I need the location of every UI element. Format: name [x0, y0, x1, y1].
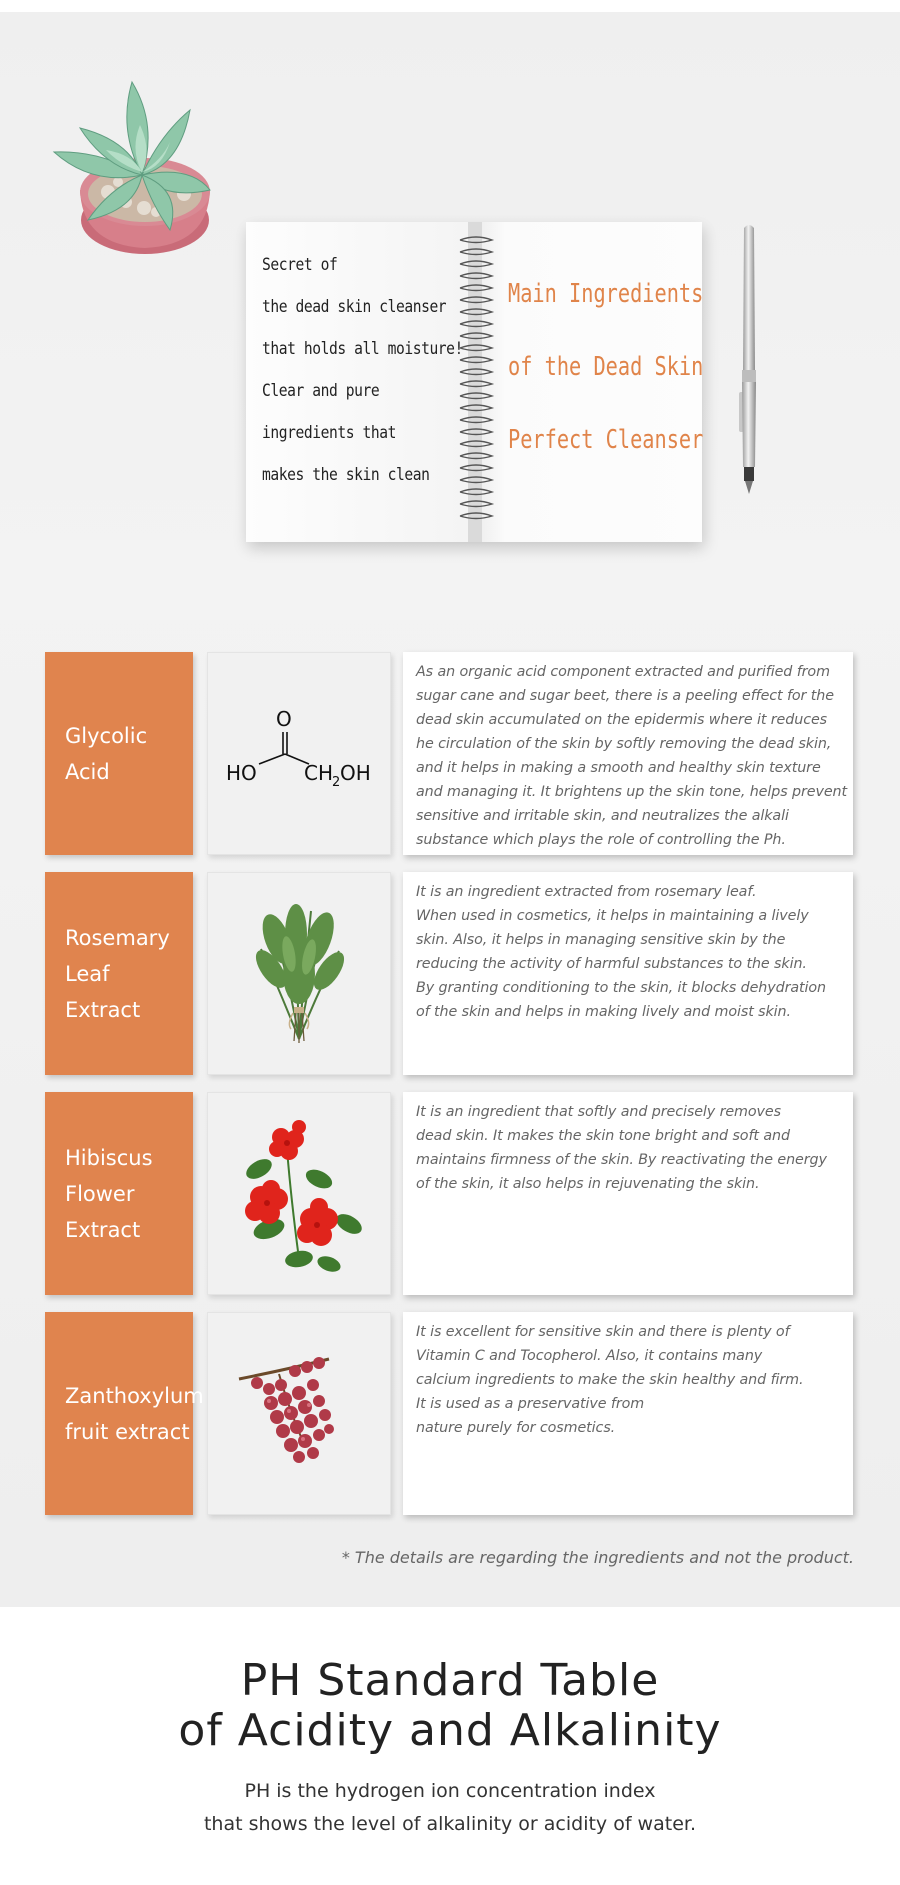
ingredients-table — [45, 652, 855, 1532]
spiral-ring — [460, 369, 492, 375]
notebook-right-line: Perfect Cleanser — [508, 425, 704, 455]
ph-title-line: PH Standard Table — [240, 1655, 660, 1706]
notebook-left-line: Secret of — [262, 255, 338, 275]
ingredient-description: As an organic acid component extracted and purified from sugar cane and sugar beet, there is a peeling effect for the dead skin accumulated on the epidermis where it reduces he circulation of the skin by softly removing the dead skin, and it helps in making a smooth and healthy skin texture and managing it. It brightens up the skin tone, helps prevent sensitive and irritable skin, and neutralizes the alkali substance which plays the role of controlling the Ph. — [416, 664, 847, 848]
ph-section-title — [0, 1656, 900, 1756]
formula-ho: HO — [226, 760, 257, 785]
spiral-ring — [460, 513, 492, 519]
formula-subscript: 2 — [332, 774, 341, 790]
spiral-ring — [460, 465, 492, 471]
formula-ch: CH — [304, 760, 334, 785]
spiral-ring — [460, 477, 492, 483]
spiral-ring — [460, 357, 492, 363]
spiral-ring — [460, 417, 492, 423]
spiral-ring — [460, 453, 492, 459]
footnote: * The details are regarding the ingredients and not the product. — [341, 1548, 854, 1567]
ingredient-label-box — [45, 872, 193, 1075]
notebook-left-line: the dead skin cleanser — [262, 297, 447, 317]
ingredient-label-box — [45, 652, 193, 855]
ph-sub-line: PH is the hydrogen ion concentration index — [244, 1780, 656, 1802]
spiral-ring — [460, 441, 492, 447]
ingredient-name: Hibiscus Flower Extract — [65, 1145, 153, 1242]
ingredient-image-box — [207, 652, 391, 855]
spiral-ring — [460, 237, 492, 243]
glycolic-acid-structure-image — [224, 704, 374, 804]
notebook-left-line: that holds all moisture! — [262, 339, 463, 359]
ingredient-name: Rosemary Leaf Extract — [65, 925, 170, 1022]
pen-image — [736, 222, 762, 502]
ingredient-row — [45, 872, 855, 1075]
hibiscus-flowers-image — [229, 1109, 369, 1279]
notebook-right-line: of the Dead Skin — [508, 352, 704, 382]
formula-o: O — [276, 706, 292, 731]
spiral-ring — [460, 273, 492, 279]
ingredient-description-box — [403, 1312, 853, 1515]
ingredient-label-box — [45, 1092, 193, 1295]
notebook-image — [246, 222, 702, 542]
spiral-ring — [460, 429, 492, 435]
notebook-right-line: Main Ingredients — [508, 279, 704, 309]
notebook-left-line: Clear and pure — [262, 381, 380, 401]
ingredient-image-box — [207, 1092, 391, 1295]
spiral-ring — [460, 405, 492, 411]
ingredient-description: It is an ingredient that softly and precisely removes dead skin. It makes the skin tone bright and soft and maintains firmness of the skin. By reactivating the energy of the skin, it also helps in rejuvenating the skin. — [416, 1104, 827, 1192]
ingredient-image-box — [207, 872, 391, 1075]
spiral-ring — [460, 309, 492, 315]
zanthoxylum-berries-image — [229, 1349, 369, 1479]
notebook-right-heading — [508, 274, 704, 493]
spiral-binding — [456, 236, 496, 528]
spiral-ring — [460, 393, 492, 399]
ph-section-subtitle — [0, 1775, 900, 1841]
ingredient-name: Zanthoxylum fruit extract — [65, 1383, 204, 1444]
notebook-left-text — [262, 244, 462, 496]
ingredient-label-box — [45, 1312, 204, 1515]
ingredient-image-box — [207, 1312, 391, 1515]
ingredient-description-box — [403, 652, 853, 855]
ingredient-description: It is an ingredient extracted from rosemary leaf. When used in cosmetics, it helps in maintaining a lively skin. Also, it helps in managing sensitive skin by the reducing the activity of harmful substances to the skin. By granting conditioning to the skin, it blocks dehydration of the skin and helps in making lively and moist skin. — [416, 884, 827, 1020]
ph-sub-line: that shows the level of alkalinity or acidity of water. — [203, 1813, 696, 1835]
ingredient-row — [45, 1092, 855, 1295]
succulent-plant-image — [40, 70, 230, 260]
spiral-ring — [460, 321, 492, 327]
spiral-ring — [460, 489, 492, 495]
ph-title-line: of Acidity and Alkalinity — [178, 1705, 722, 1756]
ingredient-description-box — [403, 872, 853, 1075]
spiral-ring — [460, 333, 492, 339]
spiral-ring — [460, 285, 492, 291]
notebook-left-line: ingredients that — [262, 423, 396, 443]
ingredient-row — [45, 652, 855, 855]
notebook-left-line: makes the skin clean — [262, 465, 430, 485]
spiral-ring — [460, 261, 492, 267]
spiral-ring — [460, 501, 492, 507]
spiral-ring — [460, 249, 492, 255]
ingredient-name: Glycolic Acid — [65, 723, 148, 784]
ingredient-description-box — [403, 1092, 853, 1295]
ingredient-description: It is excellent for sensitive skin and there is plenty of Vitamin C and Tocopherol. Also, it contains many calcium ingredients to make the skin healthy and firm. It is used as a preservative from nature purely for cosmetics. — [416, 1324, 804, 1436]
formula-oh: OH — [340, 760, 371, 785]
spiral-ring — [460, 297, 492, 303]
spiral-ring — [460, 345, 492, 351]
ingredient-row — [45, 1312, 855, 1515]
rosemary-bundle-image — [249, 899, 349, 1049]
spiral-ring — [460, 381, 492, 387]
